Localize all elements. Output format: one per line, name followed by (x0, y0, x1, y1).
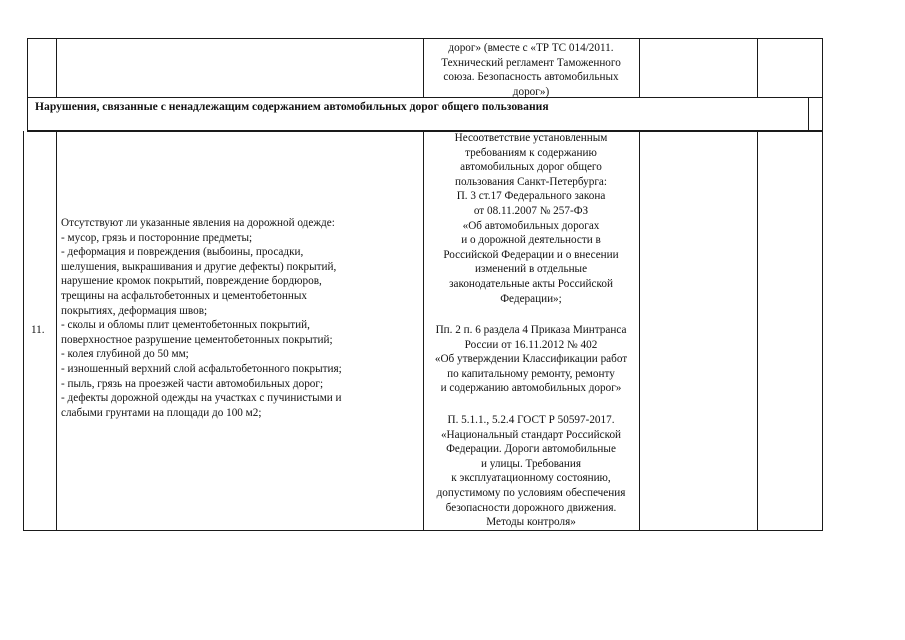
top-row-column-divider (757, 38, 758, 98)
requirement-text-3: П. 5.1.1., 5.2.4 ГОСТ Р 50597-2017. «Национальный стандарт Российской Федерации. Дороги автомобильные и улицы. Требования к эксплуатационному состоянию, допустимому по условиям обеспечения безопасности дорожного движения. Методы контроля» (436, 414, 626, 529)
question-text: Отсутствуют ли указанные явления на дорожной одежде: - мусор, грязь и посторонние предметы; - деформация и повреждения (выбоины, просадки, шелушения, выкрашивания и другие дефекты) покрытий, нарушение кромок покрытий, повреждение бордюров, трещины на асфальтобетонных и цементобетонных покрытиях, деформация швов; - сколы и обломы плит цементобетонных покрытий, поверхностное разрушение цементобетонных покрытий; - колея глубиной до 50 мм; - изношенный верхний слой асфальтобетонного покрытия; - пыль, грязь на проезжей части автомобильных дорог; - дефекты дорожной одежды на участках с пучинистыми и слабыми грунтами на площади до 100 м2; (61, 217, 342, 419)
row-11-requirement-divider (639, 131, 640, 531)
top-row-requirement-text: дорог» (вместе с «ТР ТС 014/2011. Технический регламент Таможенного союза. Безопасность автомобильных дорог») (441, 42, 621, 98)
requirement-text-2: Пп. 2 п. 6 раздела 4 Приказа Минтранса России от 16.11.2012 № 402 «Об утверждении Классификации работ по капитальному ремонту, ремонту и содержанию автомобильных дорог» (434, 324, 628, 395)
row-11-number-divider (56, 131, 57, 531)
section-heading: Нарушения, связанные с ненадлежащим содержанием автомобильных дорог общего пользования (35, 100, 549, 113)
heading-left-border (27, 97, 28, 131)
table-top-border (27, 38, 822, 39)
row-11-column-divider (757, 131, 758, 531)
row-11-left-border (23, 131, 24, 531)
top-row-number-divider (56, 38, 57, 98)
top-row-question-divider (423, 38, 424, 98)
requirement-text-1: Несоответствие установленным требованиям к содержанию автомобильных дорог общего пользования Санкт-Петербурга: П. 3 ст.17 Федерального закона от 08.11.2007 № 257-ФЗ «Об автомобильных дорогах и о дорожной деятельности в Российской Федерации и о внесении изменений в отдельные законодательные акты Российской Федерации»; (443, 132, 619, 305)
row-11-right-border (822, 131, 823, 531)
row-number: 11. (31, 324, 45, 336)
heading-right-border (822, 97, 823, 131)
row-11-question-divider (423, 131, 424, 531)
top-row-requirement-divider (639, 38, 640, 98)
top-row-right-border (822, 38, 823, 98)
heading-right-inner-border (808, 97, 809, 131)
top-row-left-border (27, 38, 28, 98)
